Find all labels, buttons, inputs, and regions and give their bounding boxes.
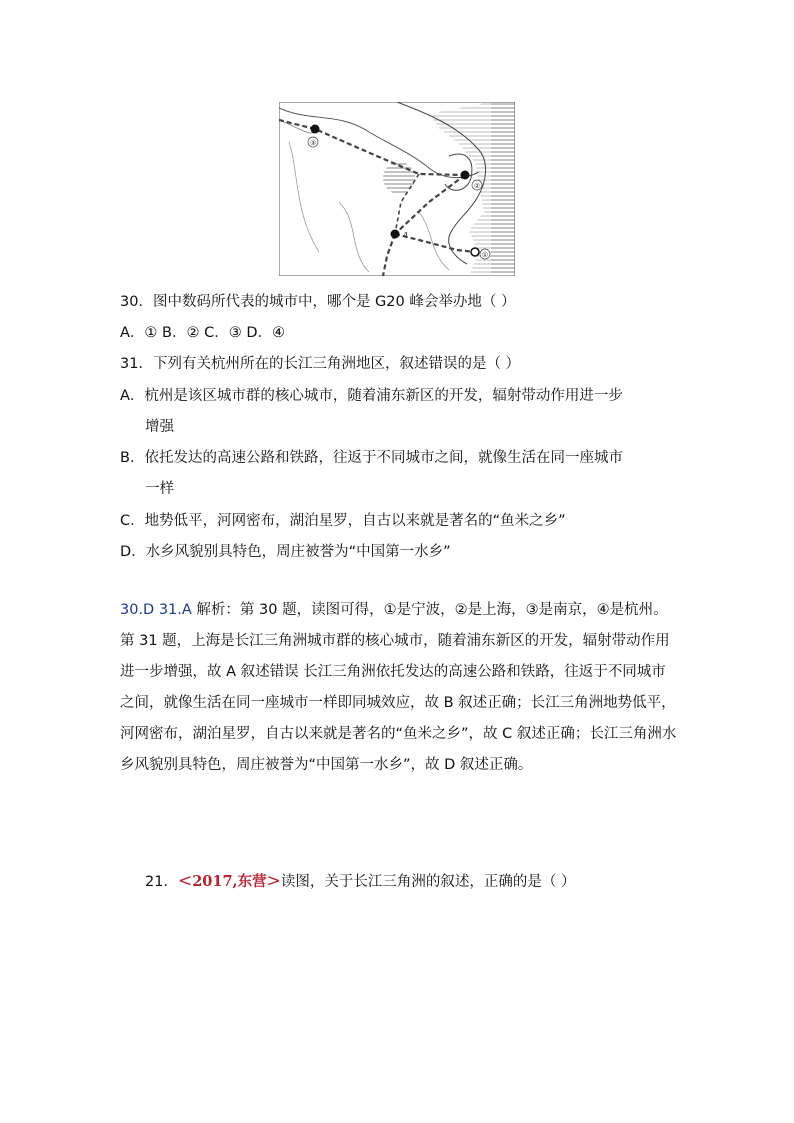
map-marker-4: 4 [403, 231, 409, 240]
map-marker-3: ③ [309, 139, 317, 147]
map-marker-2: ② [473, 182, 481, 190]
yangtze-delta-map [279, 102, 515, 276]
q21-stem: 读图，关于长江三角洲的叙述，正确的是（ ） [280, 874, 576, 890]
map-marker-1: ① [481, 251, 489, 259]
q31-option-b-line1: B．依托发达的高速公路和铁路，往返于不同城市之间，就像生活在同一座城市 [120, 450, 623, 466]
q30-options: A．① B．② C．③ D．④ [120, 325, 285, 341]
q21-line [145, 870, 575, 891]
answer-label: 30.D 31.A [120, 602, 192, 618]
q21-source-close: > [266, 871, 281, 891]
q31-stem: 31．下列有关杭州所在的长江三角洲地区，叙述错误的是（ ） [120, 356, 521, 372]
q31-option-b-line2: 一样 [145, 481, 174, 497]
q21-source-open: < [177, 871, 193, 891]
q31-option-a-line2: 增强 [145, 419, 174, 435]
q21-source: 2017,东营 [192, 873, 267, 890]
q21-number: 21． [145, 874, 178, 890]
q31-option-a-line1: A．杭州是该区城市群的核心城市，随着浦东新区的开发，辐射带动作用进一步 [120, 388, 623, 404]
q30-stem: 30．图中数码所代表的城市中，哪个是 G20 峰会举办地（ ） [120, 294, 516, 310]
q31-option-d: D．水乡风貌别具特色，周庄被誉为“中国第一水乡” [120, 544, 451, 560]
answer-text: 解析：第 30 题，读图可得，①是宁波，②是上海，③是南京，④是杭州。第 31 题，上海是长江三角洲城市群的核心城市，随着浦东新区的开发，辐射带动作用进一步增强，故 A 叙述错误 长江三角洲依托发达的高速公路和铁路，往返于不同城市之间，就像生活在同一座城市一样即同城效应，故 B 叙述正确；长江三角洲地势低平，河网密布，湖泊星罗，自古以来就是著名的“鱼米之乡”，故 C 叙述正确；长江三角洲水乡风貌别具特色，周庄被誉为“中国第一水乡”，故 D 叙述正确。 [120, 602, 677, 773]
answer-analysis [120, 595, 680, 781]
q31-option-c: C．地势低平，河网密布，湖泊星罗，自古以来就是著名的“鱼米之乡” [120, 513, 566, 529]
